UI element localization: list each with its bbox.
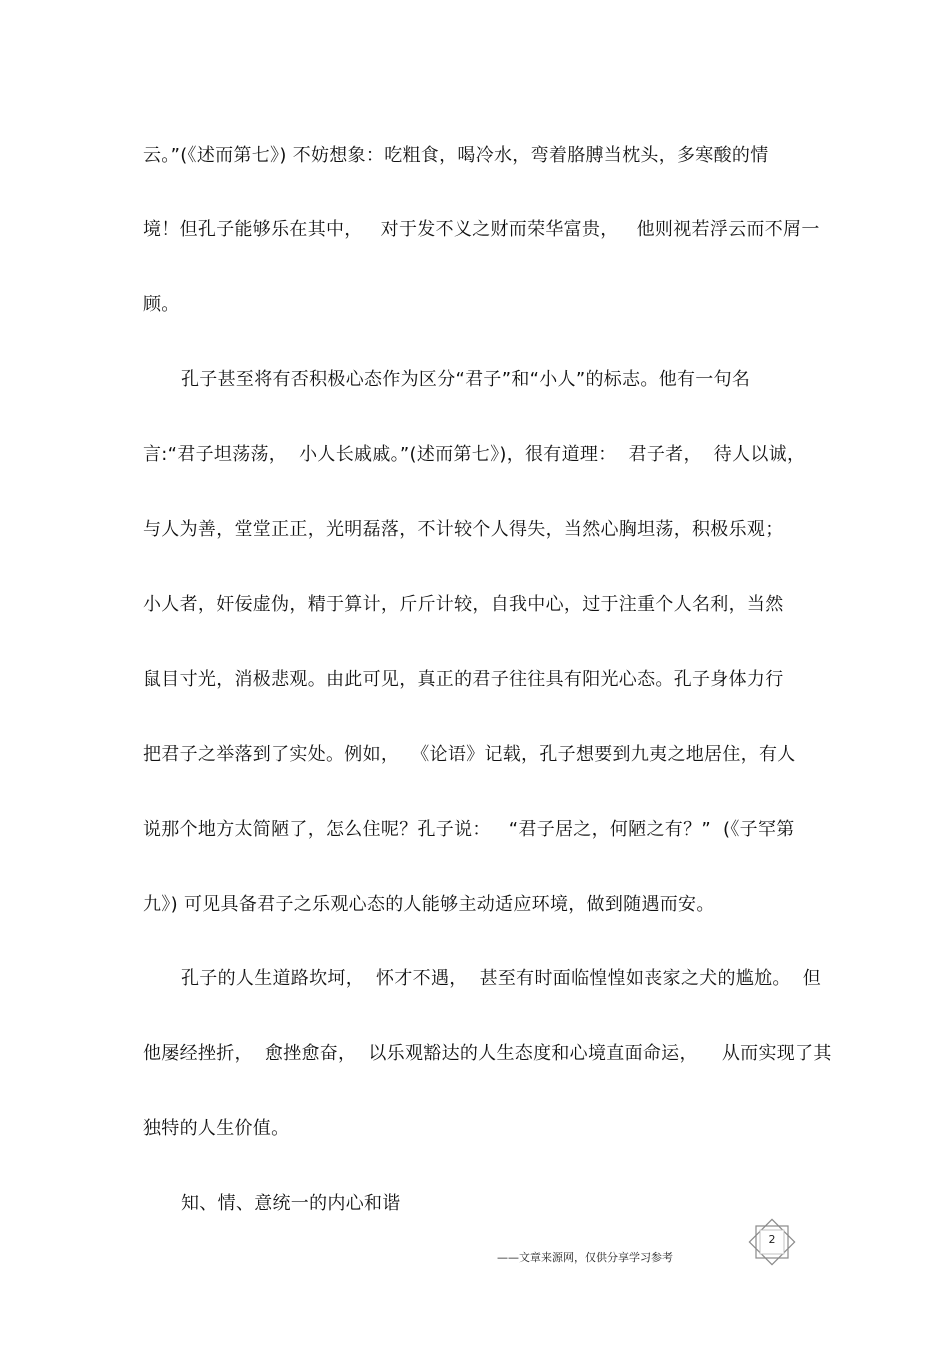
section-heading: 知、情、意统一的内心和谐 <box>181 1193 401 1214</box>
body-line: 境！但孔子能够乐在其中， 对于发不义之财而荣华富贵， 他则视若浮云而不屑一 <box>143 219 820 240</box>
body-line: 他屡经挫折， 愈挫愈奋， 以乐观豁达的人生态度和心境直面命运， 从而实现了其 <box>143 1043 832 1064</box>
page-number-badge <box>748 1218 796 1266</box>
page-number: 2 <box>768 1233 776 1246</box>
body-line: 言:“君子坦荡荡， 小人长戚戚。”(述而第七》)，很有道理： 君子者， 待人以诚， <box>143 444 806 465</box>
source-note: ——文章来源网，仅供分享学习参考 <box>497 1251 673 1264</box>
body-line: 顾。 <box>143 294 180 315</box>
body-line: 九》) 可见具备君子之乐观心态的人能够主动适应环境，做到随遇而安。 <box>143 894 715 915</box>
body-line: 小人者，奸佞虚伪，精于算计，斤斤计较，自我中心，过于注重个人名利，当然 <box>143 594 784 615</box>
body-line: 说那个地方太简陋了，怎么住呢？孔子说： “君子居之，何陋之有？” (《子罕第 <box>143 819 795 840</box>
paragraph-start-line: 孔子的人生道路坎坷， 怀才不遇， 甚至有时面临惶惶如丧家之犬的尴尬。 但 <box>181 968 822 989</box>
body-line: 鼠目寸光，消极悲观。由此可见，真正的君子往往具有阳光心态。孔子身体力行 <box>143 669 784 690</box>
body-line: 独特的人生价值。 <box>143 1118 290 1139</box>
paragraph-start-line: 孔子甚至将有否积极心态作为区分“君子”和“小人”的标志。他有一句名 <box>181 369 751 390</box>
body-line: 与人为善，堂堂正正，光明磊落，不计较个人得失，当然心胸坦荡，积极乐观； <box>143 519 784 540</box>
body-line: 把君子之举落到了实处。例如， 《论语》记载，孔子想要到九夷之地居住，有人 <box>143 744 796 765</box>
body-line: 云。”(《述而第七》) 不妨想象：吃粗食，喝冷水，弯着胳膊当枕头，多寒酸的情 <box>143 145 769 166</box>
